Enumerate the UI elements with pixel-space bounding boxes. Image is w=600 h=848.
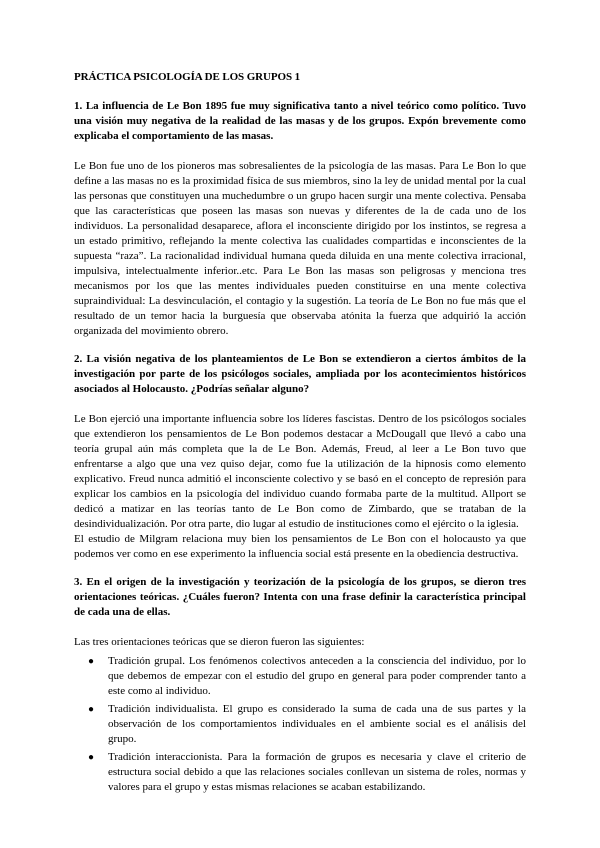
answer-paragraph: Le Bon ejerció una importante influencia sobre los líderes fascistas. Dentro de los psicólogos sociales que extendieron los pensamientos de Le Bon podemos destacar a McDougall que llevó a cabo una teoría grupal aún más completa que la de Le Bon. Además, Freud, al leer a Le Bon tuvo que enfrentarse a algo que una vez quiso dejar, como fue la utilización de la hipnosis como elemento explicativo. Freud nunca admitió el inconsciente colectivo y se basó en el concepto de represión para explicar los cambios en la psicología del individuo cuando formaba parte de la multitud. Allport se dedicó a matizar en las teorías tanto de Le Bon como de Zimbardo, que se trataban de la desindividualización. Por otra parte, dio lugar al estudio de instituciones como el ejército o la iglesia. [74, 413, 526, 530]
list-item [88, 750, 526, 795]
orientations-list [74, 654, 526, 795]
bullet-icon: ● [88, 656, 95, 667]
answer-paragraph: El estudio de Milgram relaciona muy bien los pensamientos de Le Bon con el holocausto ya que podemos ver como en ese experimento la influencia social está presente en la obediencia destructiva. [74, 533, 526, 560]
question-2: 2. La visión negativa de los planteamientos de Le Bon se extendieron a ciertos ámbitos de la investigación por parte de los psicólogos sociales, ampliada por los acontecimientos históricos asociados al Holocausto. ¿Podrías señalar alguno? [74, 353, 526, 395]
answer-paragraph: Le Bon fue uno de los pioneros mas sobresalientes de la psicología de las masas. Para Le Bon lo que define a las masas no es la proximidad física de sus miembros, sino la ley de unidad mental por la cual las personas que constituyen una muchedumbre o un grupo hacen surgir una mente colectiva. Pensaba que las características que poseen las masas son nuevas y diferentes de la de cada uno de los individuos. La personalidad desaparece, aflora el inconsciente dirigido por los instintos, se regresa a un estado primitivo, reflejando la mente colectiva las cualidades compartidas e inconscientes de la supuesta “raza”. La racionalidad individual humana queda diluida en una mente colectiva irracional, impulsiva, intelectualmente inferior..etc. Para Le Bon las masas son peligrosas y menciona tres mecanismos por los que las mentes individuales pueden constituirse en una mente colectiva supraindividual: La desvinculación, el contagio y la sugestión. La teoría de Le Bon no fue más que el resultado de un temor hacia la burguesía que observaba atónita la fuerza que adquirió la acción organizada del movimiento obrero. [74, 160, 526, 337]
question-3: 3. En el origen de la investigación y teorización de la psicología de los grupos, se dieron tres orientaciones teóricas. ¿Cuáles fueron? Intenta con una frase definir la característica principal de cada una de ellas. [74, 576, 526, 618]
list-item-text: Tradición individualista. El grupo es considerado la suma de cada una de sus partes y la observación de los comportamientos individuales en el ambiente social es el análisis del grupo. [108, 703, 526, 745]
answer-2 [74, 412, 526, 562]
answer-1 [74, 159, 526, 339]
question-1: 1. La influencia de Le Bon 1895 fue muy significativa tanto a nivel teórico como político. Tuvo una visión muy negativa de la realidad de las masas y de los grupos. Expón brevemente como explicaba el comportamiento de las masas. [74, 100, 526, 142]
list-item [88, 654, 526, 699]
document-title: PRÁCTICA PSICOLOGÍA DE LOS GRUPOS 1 [74, 71, 301, 83]
bullet-icon: ● [88, 704, 95, 715]
bullet-icon: ● [88, 752, 95, 763]
list-item-text: Tradición grupal. Los fenómenos colectivos anteceden a la consciencia del individuo, por lo que debemos de empezar con el estudio del grupo en general para poder comprender tanto a este como al individuo. [108, 655, 526, 697]
list-item [88, 702, 526, 747]
list-item-text: Tradición interaccionista. Para la formación de grupos es necesaria y clave el criterio de estructura social debido a que las relaciones sociales conllevan un sistema de roles, normas y valores para el grupo y estas mismas relaciones se acaban estabilizando. [108, 751, 526, 793]
answer-3-intro: Las tres orientaciones teóricas que se dieron fueron las siguientes: [74, 636, 365, 648]
